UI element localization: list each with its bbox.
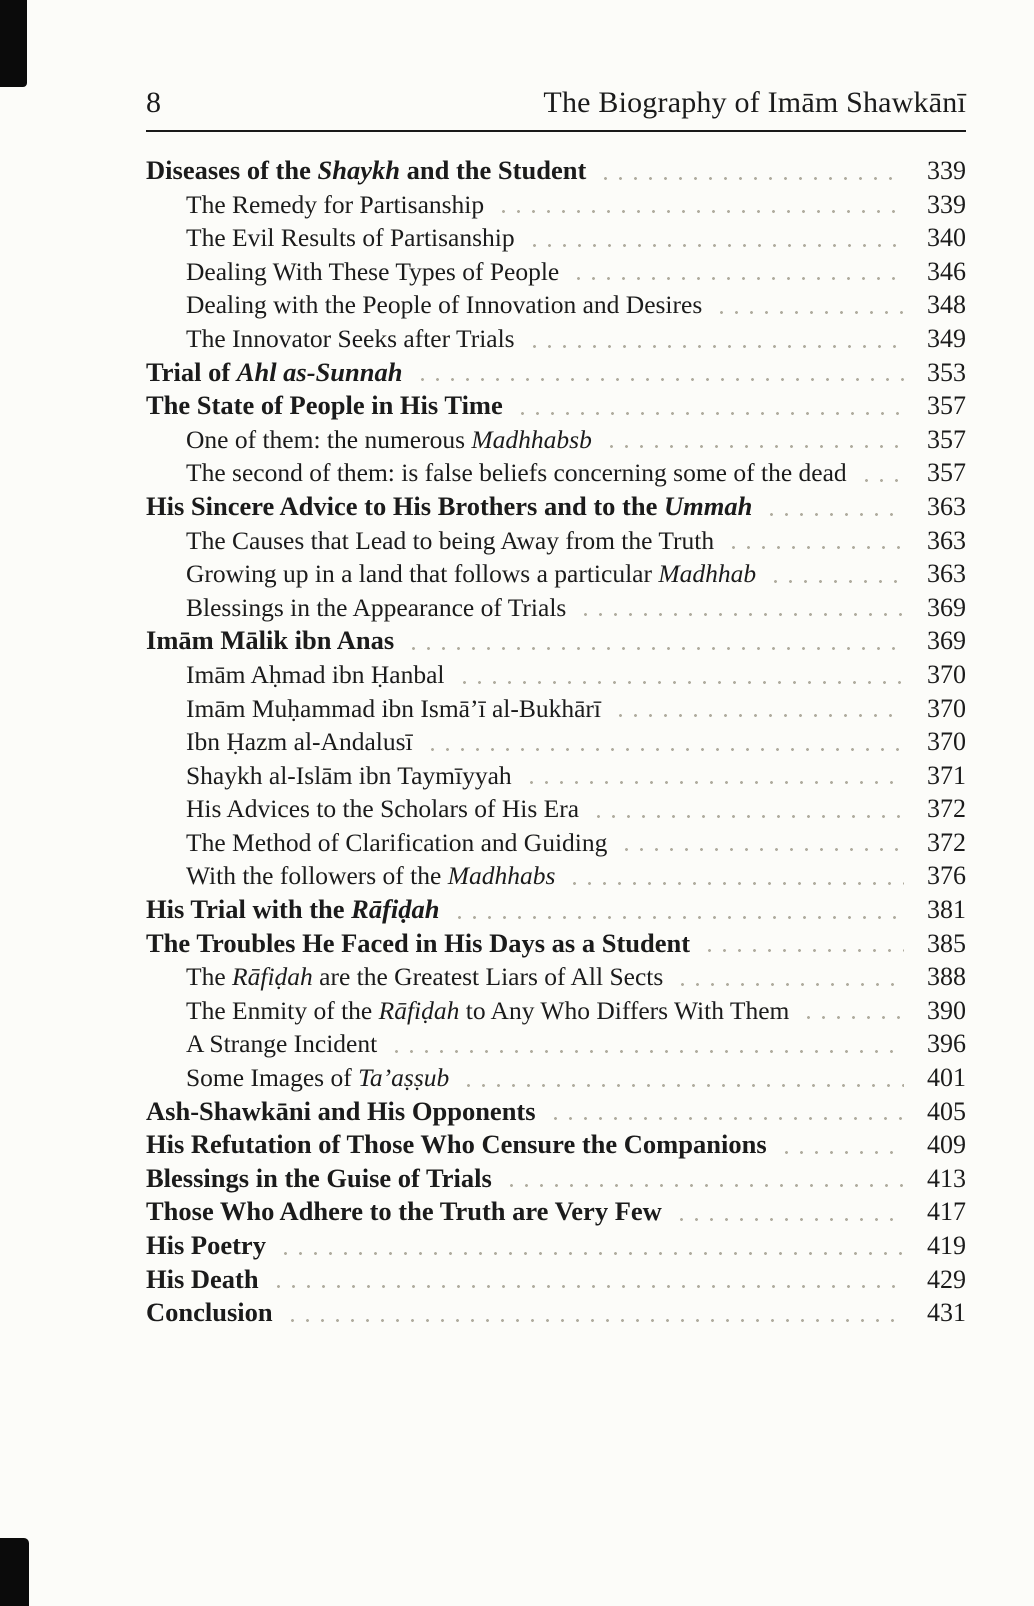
dotted-leader xyxy=(548,1116,904,1121)
toc-title-segment: Blessings in the Appearance of Trials xyxy=(186,592,567,622)
toc-entry xyxy=(146,356,966,390)
toc-entry-title xyxy=(146,893,440,927)
toc-entry-page: 353 xyxy=(927,357,966,387)
running-title: The Biography of Imām Shawkānī xyxy=(543,86,966,119)
toc-entry-page: 339 xyxy=(927,189,966,219)
toc-entry-page: 363 xyxy=(927,525,966,555)
toc-entry-page: 413 xyxy=(927,1163,966,1193)
dotted-leader xyxy=(613,713,904,718)
toc-title-italic-segment: Rāfiḍah xyxy=(232,962,313,992)
toc-entry-page: 369 xyxy=(927,626,966,656)
dotted-leader xyxy=(524,780,904,785)
toc-entry xyxy=(146,591,966,625)
toc-title-italic-segment: Madhhabsb xyxy=(471,424,592,454)
toc-title-segment: The Causes that Lead to being Away from the Truth xyxy=(186,525,715,555)
toc-entry-title xyxy=(146,1229,266,1263)
toc-title-segment: Shaykh al-Islām ibn Taymīyyah xyxy=(186,760,512,790)
dotted-leader xyxy=(425,747,904,752)
toc-entry-page: 340 xyxy=(927,223,966,253)
toc-entry xyxy=(146,1095,966,1129)
dotted-leader xyxy=(674,1217,904,1222)
toc-entry xyxy=(146,154,966,188)
toc-entry xyxy=(146,759,966,793)
toc-entry-title xyxy=(186,288,702,322)
dotted-leader xyxy=(285,1318,904,1323)
toc-entry xyxy=(146,1027,966,1061)
toc-entry xyxy=(146,524,966,558)
toc-title-segment: His Refutation of Those Who Censure the Companions xyxy=(146,1129,767,1160)
toc-entry-page: 370 xyxy=(927,659,966,689)
toc-entry-title xyxy=(186,524,714,558)
toc-title-segment: Dealing With These Types of People xyxy=(186,256,560,286)
toc-entry-page: 431 xyxy=(927,1298,966,1328)
toc-title-segment: Trial of xyxy=(146,356,237,387)
toc-title-segment: His Advices to the Scholars of His Era xyxy=(186,794,580,824)
toc-entry-title xyxy=(186,994,789,1028)
toc-entry-title xyxy=(186,456,847,490)
dotted-leader xyxy=(527,243,904,248)
toc-entry-page: 401 xyxy=(927,1063,966,1093)
toc-title-segment: Imām Aḥmad ibn Ḥanbal xyxy=(186,659,445,689)
toc-entry-page: 429 xyxy=(927,1264,966,1294)
toc-entry xyxy=(146,1296,966,1330)
toc-entry-title xyxy=(146,389,503,423)
toc-entry-page: 370 xyxy=(927,693,966,723)
toc-entry xyxy=(146,557,966,591)
toc-title-segment: His Trial with the xyxy=(146,894,352,925)
toc-entry xyxy=(146,221,966,255)
toc-title-italic-segment: Rāfiḍah xyxy=(378,995,460,1025)
toc-entry-page: 348 xyxy=(927,290,966,320)
toc-entry-title xyxy=(146,1296,273,1330)
toc-entry-page: 363 xyxy=(927,491,966,521)
toc-title-italic-segment: Rāfiḍah xyxy=(351,894,440,925)
page-header xyxy=(146,86,966,132)
dotted-leader xyxy=(504,1183,904,1188)
toc-entry-page: 363 xyxy=(927,559,966,589)
toc-title-segment: The State of People in His Time xyxy=(146,390,503,421)
toc-entry xyxy=(146,792,966,826)
toc-entry xyxy=(146,423,966,457)
toc-entry-page: 409 xyxy=(927,1130,966,1160)
dotted-leader xyxy=(702,948,904,953)
toc-list xyxy=(146,154,966,1330)
toc-title-segment: Blessings in the Guise of Trials xyxy=(146,1162,492,1193)
dotted-leader xyxy=(591,814,904,819)
toc-entry-title xyxy=(186,188,484,222)
toc-entry-title xyxy=(146,927,690,961)
toc-title-segment: With the followers of the xyxy=(186,861,448,891)
toc-title-segment: Conclusion xyxy=(146,1297,273,1328)
dotted-leader xyxy=(764,512,904,517)
toc-entry-page: 390 xyxy=(927,995,966,1025)
toc-title-segment: A Strange Incident xyxy=(186,1029,378,1059)
dotted-leader xyxy=(496,209,904,214)
toc-entry-page: 369 xyxy=(927,592,966,622)
dotted-leader xyxy=(457,680,905,685)
toc-title-segment: The xyxy=(186,962,233,992)
toc-entry-title xyxy=(186,759,512,793)
toc-title-italic-segment: Ahl as-Sunnah xyxy=(236,356,403,387)
toc-entry xyxy=(146,927,966,961)
toc-title-segment: The Evil Results of Partisanship xyxy=(186,223,515,253)
dotted-leader xyxy=(801,1015,904,1020)
toc-entry-title xyxy=(146,490,752,524)
toc-entry xyxy=(146,692,966,726)
dotted-leader xyxy=(726,545,904,550)
toc-title-italic-segment: Madhhab xyxy=(658,559,757,589)
dotted-leader xyxy=(515,411,904,416)
toc-entry xyxy=(146,658,966,692)
toc-entry-page: 372 xyxy=(927,794,966,824)
toc-entry-page: 385 xyxy=(927,928,966,958)
toc-entry xyxy=(146,1195,966,1229)
toc-entry-page: 357 xyxy=(927,424,966,454)
toc-entry xyxy=(146,624,966,658)
toc-entry-title xyxy=(186,725,413,759)
toc-entry-title xyxy=(186,826,607,860)
toc-entry-title xyxy=(146,1128,767,1162)
toc-entry-title xyxy=(186,1027,377,1061)
dotted-leader xyxy=(461,1083,904,1088)
toc-title-segment: Some Images of xyxy=(186,1063,359,1093)
toc-entry-title xyxy=(186,423,592,457)
dotted-leader xyxy=(278,1251,904,1256)
toc-entry-page: 405 xyxy=(927,1096,966,1126)
toc-entry-page: 396 xyxy=(927,1029,966,1059)
toc-title-segment: His Sincere Advice to His Brothers and to the xyxy=(146,490,664,521)
toc-entry-page: 376 xyxy=(927,861,966,891)
toc-entry xyxy=(146,322,966,356)
dotted-leader xyxy=(675,982,904,987)
dotted-leader xyxy=(859,478,904,483)
dotted-leader xyxy=(598,176,904,181)
toc-entry-title xyxy=(186,322,515,356)
toc-entry-title xyxy=(186,591,566,625)
toc-entry-page: 371 xyxy=(927,760,966,790)
toc-title-segment: One of them: the numerous xyxy=(186,424,472,454)
toc-title-segment: The Enmity of the xyxy=(186,995,379,1025)
toc-title-italic-segment: Ummah xyxy=(663,490,753,521)
toc-title-segment: Ibn Ḥazm al-Andalusī xyxy=(186,727,413,757)
toc-entry-title xyxy=(186,1061,449,1095)
page-content xyxy=(146,86,966,1330)
toc-entry-title xyxy=(186,557,756,591)
toc-title-segment: and the Student xyxy=(399,155,587,185)
dotted-leader xyxy=(571,276,904,281)
toc-entry-title xyxy=(186,792,579,826)
dotted-leader xyxy=(619,847,904,852)
toc-entry xyxy=(146,893,966,927)
toc-entry-title xyxy=(146,1195,662,1229)
toc-title-italic-segment: Ta’aṣṣub xyxy=(358,1063,450,1093)
toc-title-segment: The Troubles He Faced in His Days as a Student xyxy=(146,927,691,958)
toc-title-segment: Growing up in a land that follows a particular xyxy=(186,559,659,589)
toc-entry-page: 372 xyxy=(927,827,966,857)
toc-entry xyxy=(146,490,966,524)
dotted-leader xyxy=(768,579,904,584)
toc-entry xyxy=(146,456,966,490)
toc-title-segment: The Remedy for Partisanship xyxy=(186,189,485,219)
toc-title-segment: The Innovator Seeks after Trials xyxy=(186,323,515,353)
scan-artifact-top-left xyxy=(0,0,27,87)
dotted-leader xyxy=(779,1150,904,1155)
dotted-leader xyxy=(527,344,904,349)
toc-entry xyxy=(146,960,966,994)
dotted-leader xyxy=(567,881,904,886)
toc-entry-title xyxy=(146,1095,536,1129)
toc-entry xyxy=(146,1263,966,1297)
toc-entry xyxy=(146,725,966,759)
toc-entry-title xyxy=(186,692,601,726)
toc-entry-title xyxy=(186,255,559,289)
toc-entry-page: 417 xyxy=(927,1197,966,1227)
toc-title-italic-segment: Madhhabs xyxy=(447,861,556,891)
page-number: 8 xyxy=(146,86,162,119)
dotted-leader xyxy=(389,1049,904,1054)
toc-title-segment: His Death xyxy=(146,1263,259,1294)
toc-title-segment: His Poetry xyxy=(146,1230,266,1260)
toc-entry-title xyxy=(186,221,515,255)
toc-entry xyxy=(146,1061,966,1095)
toc-entry-title xyxy=(146,356,403,390)
toc-entry xyxy=(146,1128,966,1162)
toc-title-segment: to Any Who Differs With Them xyxy=(459,995,790,1025)
dotted-leader xyxy=(714,310,904,315)
toc-title-segment: Imām Muḥammad ibn Ismā’ī al-Bukhārī xyxy=(186,693,601,723)
scan-artifact-bottom-left xyxy=(0,1538,29,1606)
toc-entry xyxy=(146,1229,966,1263)
toc-entry xyxy=(146,188,966,222)
toc-title-segment: are the Greatest Liars of All Sects xyxy=(312,962,664,992)
toc-title-segment: The Method of Clarification and Guiding xyxy=(186,827,608,857)
toc-entry xyxy=(146,994,966,1028)
toc-entry-title xyxy=(186,658,445,692)
toc-title-italic-segment: Shaykh xyxy=(317,155,400,185)
dotted-leader xyxy=(452,915,904,920)
toc-entry-page: 370 xyxy=(927,727,966,757)
toc-entry-title xyxy=(146,1263,259,1297)
toc-entry-title xyxy=(146,624,394,658)
toc-entry-title xyxy=(146,1162,492,1196)
toc-entry xyxy=(146,389,966,423)
toc-entry-title xyxy=(146,154,586,188)
toc-entry-title xyxy=(186,960,663,994)
toc-entry xyxy=(146,255,966,289)
toc-title-segment: Imām Mālik ibn Anas xyxy=(146,625,395,656)
toc-entry xyxy=(146,859,966,893)
dotted-leader xyxy=(415,377,904,382)
toc-entry-page: 381 xyxy=(927,895,966,925)
toc-title-segment: Ash-Shawkāni and His Opponents xyxy=(146,1095,536,1126)
toc-entry-page: 339 xyxy=(927,156,966,185)
toc-entry-page: 357 xyxy=(927,391,966,421)
toc-entry xyxy=(146,1162,966,1196)
toc-entry-title xyxy=(186,859,555,893)
toc-entry-page: 419 xyxy=(927,1231,966,1260)
toc-entry-page: 346 xyxy=(927,256,966,286)
toc-title-segment: The second of them: is false beliefs concerning some of the dead xyxy=(186,458,847,488)
dotted-leader xyxy=(271,1284,904,1289)
toc-title-segment: Dealing with the People of Innovation and Desires xyxy=(186,290,703,320)
toc-entry-page: 357 xyxy=(927,458,966,488)
dotted-leader xyxy=(604,444,904,449)
toc-entry-page: 388 xyxy=(927,962,966,992)
toc-title-segment: Those Who Adhere to the Truth are Very Few xyxy=(146,1196,662,1227)
toc-title-segment: Diseases of the xyxy=(146,155,318,185)
toc-entry xyxy=(146,288,966,322)
toc-entry xyxy=(146,826,966,860)
dotted-leader xyxy=(406,646,904,651)
toc-entry-page: 349 xyxy=(927,323,966,353)
dotted-leader xyxy=(578,612,904,617)
